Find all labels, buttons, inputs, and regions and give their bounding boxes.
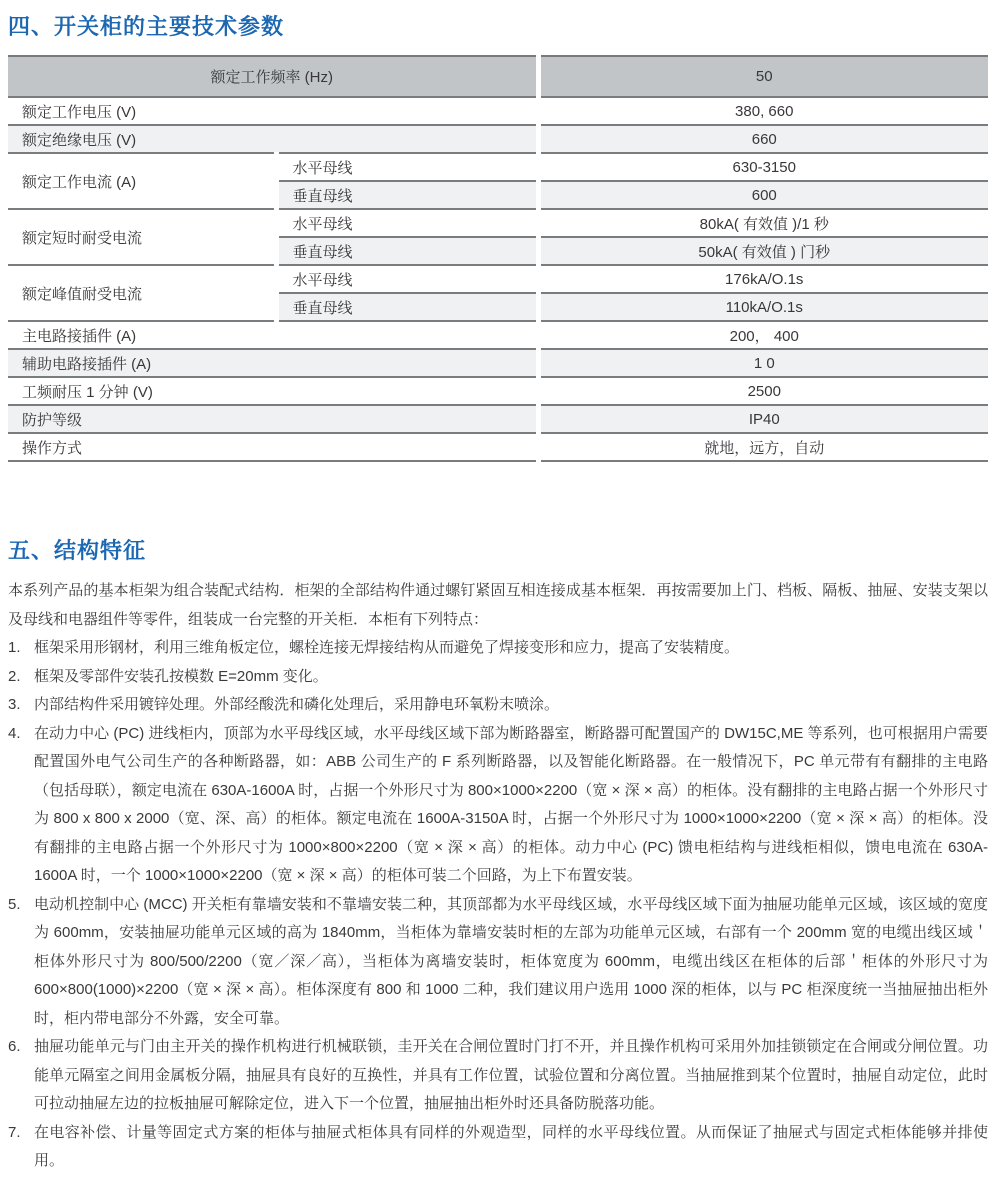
value-cell: 176kA/O.1s xyxy=(538,265,988,293)
feature-item xyxy=(8,720,988,891)
item-text: 框架采用形钢材，利用三维角板定位，螺栓连接无焊接结构从而避免了焊接变形和应力，提高了安装精度。 xyxy=(34,639,740,656)
value-cell: 380, 660 xyxy=(538,97,988,125)
item-number: 5. xyxy=(8,895,21,913)
sub-label-cell: 水平母线 xyxy=(276,265,538,293)
value-cell: 就地，远方，自动 xyxy=(538,433,988,461)
sub-label-cell: 水平母线 xyxy=(276,153,538,181)
table-row xyxy=(8,349,988,377)
table-header-row xyxy=(8,56,988,97)
intro-paragraph: 本系列产品的基本柜架为组合装配式结构．柜架的全部结构件通过螺钉紧固互相连接成基本框架．再按需要加上门、档板、隔板、抽屉、安装支架以及母线和电器组件等零件，组装成一台完整的开关柜．本柜有下列特点： xyxy=(8,582,988,628)
table-row xyxy=(8,433,988,461)
feature-item xyxy=(8,691,988,720)
value-cell: 2500 xyxy=(538,377,988,405)
sub-label-cell: 水平母线 xyxy=(276,209,538,237)
table-row xyxy=(8,209,988,237)
item-number: 2. xyxy=(8,667,21,685)
value-cell: 110kA/O.1s xyxy=(538,293,988,321)
table-row xyxy=(8,153,988,181)
label-cell: 工频耐压 1 分钟 (V) xyxy=(8,377,538,405)
section-5 xyxy=(8,534,988,1176)
item-text: 在电容补偿、计量等固定式方案的柜体与抽屉式柜体具有同样的外观造型，同样的水平母线位置。从而保证了抽屉式与固定式柜体能够并排使用。 xyxy=(34,1123,988,1169)
value-cell: 630-3150 xyxy=(538,153,988,181)
item-text: 抽屉功能单元与门由主开关的操作机构进行机械联锁，圭开关在合闸位置时门打不开，并且操作机构可采用外加挂锁锁定在合闸或分闸位置。功能单元隔室之间用金属板分隔，抽屉具有良好的互换性，并具有工作位置，试验位置和分离位置。当抽屉推到某个位置时，抽屉自动定位，此时可拉动抽屉左边的拉板抽屉可解除定位，进入下一个位置，抽屉抽出柜外时还具备防脱落功能。 xyxy=(34,1038,988,1112)
feature-item xyxy=(8,663,988,692)
label-cell: 主电路接插件 (A) xyxy=(8,321,538,349)
label-cell: 辅助电路接插件 (A) xyxy=(8,349,538,377)
sub-label-cell: 垂直母线 xyxy=(276,181,538,209)
item-text: 框架及零部件安装孔按模数 E=20mm 变化。 xyxy=(34,667,328,685)
item-text: 在动力中心 (PC) 进线柜内，顶部为水平母线区域，水平母线区域下部为断路器室，断路器可配置国产的 DW15C,ME 等系列，也可根据用户需要配置国外电气公司生产的各种断路器，如：ABB 公司生产的 F 系列断路器，以及智能化断路器。在一般情况下，PC 单元带有有翻排的主电路（包括母联），额定电流在 630A-1600A 时，占据一个外形尺寸为 800×1000×2200（宽 × 深 × 高）的柜体。没有翻排的主电路占据一个外形尺寸为 800 x 800 x 2000（宽、深、高）的柜体。额定电流在 1600A-3150A 时，占据一个外形尺寸为 1000×1000×2200（宽 × 深 × 高）的柜体。没有翻排的主电路占据一个外形尺寸为 1000×800×2200（宽 × 深 × 高）的柜体。动力中心 (PC) 馈电柜结构与进线柜相似，馈电电流在 630A-1600A 时，一个 1000×1000×2200（宽 × 深 × 高）的柜体可装二个回路，为上下布置安装。 xyxy=(34,724,988,884)
table-row xyxy=(8,97,988,125)
label-cell: 额定绝缘电压 (V) xyxy=(8,125,538,153)
item-number: 1. xyxy=(8,639,21,656)
group-label-cell: 额定短时耐受电流 xyxy=(8,209,276,265)
item-text: 电动机控制中心 (MCC) 开关柜有靠墙安装和不靠墙安装二种，其顶部都为水平母线区域，水平母线区域下面为抽屉功能单元区域，该区域的宽度为 600mm，安装抽屉功能单元区域的高为 1840mm，当柜体为靠墙安装时柜的左部为功能单元区域，右部有一个 200mm 宽的电缆出线区域＇柜体外形尺寸为 800/500/2200（宽／深／高），当柜体为离墙安装时，柜体宽度为 600mm，电缆出线区在柜体的后部＇柜体的外形尺寸为 600×800(1000)×2200（宽 × 深 × 高）。柜体深度有 800 和 1000 二种，我们建议用户选用 1000 深的柜体，以与 PC 柜深度统一当抽屉抽出柜外时，柜内带电部分不外露，安全可靠。 xyxy=(34,895,988,1027)
section-4-title: 四、开关柜的主要技术参数 xyxy=(8,14,285,39)
feature-item xyxy=(8,1033,988,1119)
table-row xyxy=(8,265,988,293)
tech-params-table xyxy=(8,55,988,462)
header-value-cell: 50 xyxy=(538,56,988,97)
value-cell: 660 xyxy=(538,125,988,153)
value-cell: 200， 400 xyxy=(538,321,988,349)
value-cell: 1 0 xyxy=(538,349,988,377)
value-cell: IP40 xyxy=(538,405,988,433)
value-cell: 600 xyxy=(538,181,988,209)
table-row xyxy=(8,405,988,433)
header-label-cell: 额定工作频率 (Hz) xyxy=(8,56,538,97)
table-row xyxy=(8,321,988,349)
label-cell: 防护等级 xyxy=(8,405,538,433)
sub-label-cell: 垂直母线 xyxy=(276,237,538,265)
item-number: 4. xyxy=(8,724,21,742)
sub-label-cell: 垂直母线 xyxy=(276,293,538,321)
group-label-cell: 额定峰值耐受电流 xyxy=(8,265,276,321)
group-label-cell: 额定工作电流 (A) xyxy=(8,153,276,209)
feature-item xyxy=(8,634,988,663)
item-number: 3. xyxy=(8,696,21,713)
table-row xyxy=(8,377,988,405)
table-row xyxy=(8,125,988,153)
value-cell: 50kA( 有效值 ) 门秒 xyxy=(538,237,988,265)
label-cell: 操作方式 xyxy=(8,433,538,461)
value-cell: 80kA( 有效值 )/1 秒 xyxy=(538,209,988,237)
item-number: 7. xyxy=(8,1123,21,1141)
item-text: 内部结构件采用镀锌处理。外部经酸洗和磷化处理后，采用静电环氧粉末喷涂。 xyxy=(34,696,560,713)
label-cell: 额定工作电压 (V) xyxy=(8,97,538,125)
feature-item xyxy=(8,1119,988,1176)
section-5-title: 五、结构特征 xyxy=(8,538,147,563)
feature-item xyxy=(8,891,988,1034)
item-number: 6. xyxy=(8,1038,21,1055)
